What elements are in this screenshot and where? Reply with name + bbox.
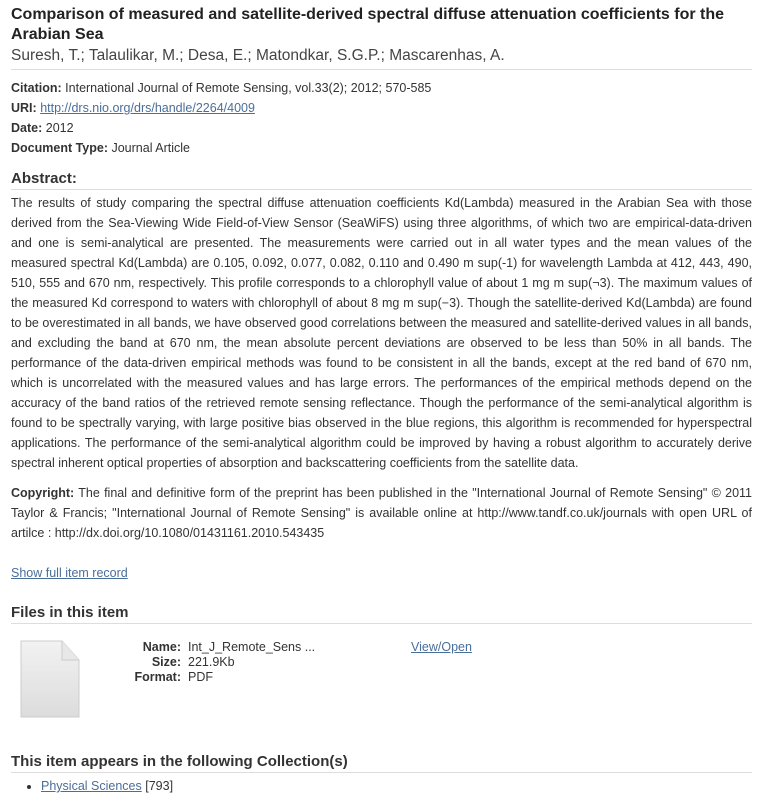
file-size: 221.9Kb — [188, 655, 235, 669]
file-size-label: Size: — [151, 655, 181, 669]
document-type-field — [11, 138, 752, 158]
type-value: Journal Article — [111, 141, 190, 155]
copyright-text: The final and definitive form of the preprint has been published in the "International Journal of Remote Sensing" © 2011 Taylor & Francis; "International Journal of Remote Sensing" is available online at http://www.tandf.co.uk/journals with open URL of artilce : http://dx.doi.org/10.1080/01431161.2010.543435 — [11, 486, 753, 540]
citation-value: International Journal of Remote Sensing, vol.33(2); 2012; 570-585 — [65, 81, 432, 95]
file-entry — [11, 624, 752, 734]
file-name: Int_J_Remote_Sens ... — [188, 640, 316, 654]
abstract-heading: Abstract: — [11, 169, 752, 190]
files-heading: Files in this item — [11, 603, 752, 624]
page-title: Comparison of measured and satellite-derived spectral diffuse attenuation coefficients for the Arabian Sea — [11, 6, 725, 43]
date-value: 2012 — [45, 121, 74, 135]
type-label: Document Type: — [11, 141, 108, 155]
citation-field — [11, 78, 752, 98]
collections-list — [11, 777, 752, 795]
collections-heading: This item appears in the following Collection(s) — [11, 752, 752, 773]
uri-field — [11, 98, 752, 118]
date-field — [11, 118, 752, 138]
copyright — [11, 483, 752, 543]
uri-link[interactable]: http://drs.nio.org/drs/handle/2264/4009 — [40, 101, 255, 115]
authors: Suresh, T.; Talaulikar, M.; Desa, E.; Matondkar, S.G.P.; Mascarenhas, A. — [11, 45, 752, 70]
file-format: PDF — [188, 670, 213, 684]
file-metadata — [111, 640, 315, 685]
file-format-label: Format: — [134, 670, 181, 684]
file-name-label: Name: — [142, 640, 181, 654]
citation-label: Citation: — [11, 81, 62, 95]
show-full-record-link[interactable]: Show full item record — [11, 566, 128, 580]
copyright-label: Copyright: — [11, 486, 75, 500]
date-label: Date: — [11, 121, 43, 135]
uri-label: URI: — [11, 101, 37, 115]
item-metadata — [11, 78, 752, 158]
collection-count: [793] — [145, 779, 174, 793]
list-item — [41, 777, 752, 795]
abstract-text: The results of study comparing the spectral diffuse attenuation coefficients Kd(Lambda) measured in the Arabian Sea with those derived from the Sea-Viewing Wide Field-of-View Sensor (SeaWiFS) using three algorithms, of which two are empirical-data-driven and one is semi-analytical are presented. The measurements were carried out in all water types and the mean values of the measured spectral Kd(Lambda) are 0.105, 0.092, 0.077, 0.082, 0.110 and 0.490 m sup(-1) for wavelength Lambda at 412, 443, 490, 510, 555 and 670 nm, respectively. This profile corresponds to a chlorophyll value of about 1 mg m sup(¬3). The maximum values of the measured Kd correspond to waters with chlorophyll of about 8 mg m sup(−3). Though the satellite-derived Kd(Lambda) are found to be overestimated in all bands, we have observed good correlations between the measured and satellite-derived values in all bands, and excluding the band at 670 nm, the mean absolute percent deviations are observed to be less than 50% in all bands. The performance of the data-driven empirical methods was found to be consistent in all the bands, except at the red band of 670 nm, which is uncorrelated with the measured values and has large errors. The performances of the empirical methods depend on the accuracy of the band ratios of the retrieved remote sensing reflectance. Though the performance of the semi-analytical algorithm is found to be spectrally varying, with large positive bias observed in the blue regions, this algorithm is recommended for hyperspectral applications. The performance of the semi-analytical algorithm could be improved by having a robust algorithm to accurately derive spectral inherent optical properties of absorption and backscattering coefficients from the satellite data. — [11, 196, 752, 470]
collection-link[interactable]: Physical Sciences — [41, 779, 142, 793]
view-open-link[interactable]: View/Open — [411, 640, 472, 654]
file-icon[interactable] — [20, 640, 80, 718]
